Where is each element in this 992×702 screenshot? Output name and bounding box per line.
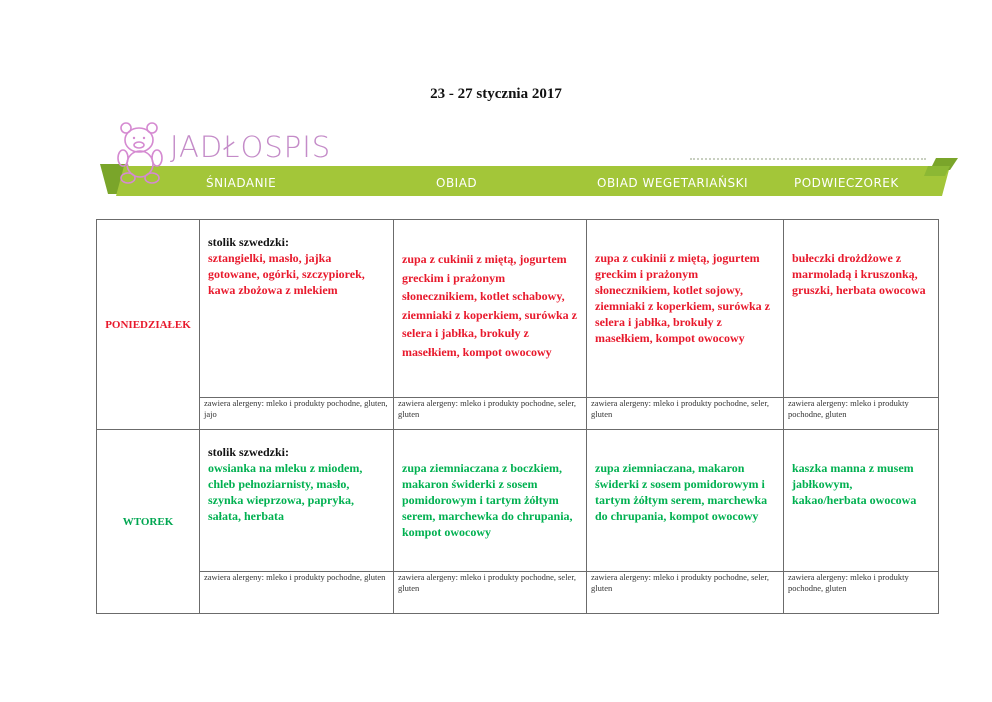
allergen-note: zawiera alergeny: mleko i produkty pochodne, seler, gluten — [394, 572, 587, 614]
allergen-note: zawiera alergeny: mleko i produkty pochodne, gluten — [784, 398, 939, 430]
snack-text: bułeczki drożdżowe z marmoladą i kruszonką, gruszki, herbata owocowa — [792, 251, 926, 297]
veg-lunch-cell — [587, 430, 784, 572]
header-lunch: OBIAD — [436, 176, 478, 190]
breakfast-cell — [200, 430, 394, 572]
allergen-note: zawiera alergeny: mleko i produkty pochodne, gluten, jajo — [200, 398, 394, 430]
menu-row-tuesday — [97, 430, 939, 572]
allergen-note: zawiera alergeny: mleko i produkty pochodne, gluten — [784, 572, 939, 614]
breakfast-text: sztangielki, masło, jajka gotowane, ogórki, szczypiorek, kawa zbożowa z mlekiem — [208, 251, 365, 297]
veg-lunch-text: zupa z cukinii z miętą, jogurtem greckim i prażonym słonecznikiem, kotlet sojowy, ziemniaki z koperkiem, surówka z selera i jabłka, brokuły z masełkiem, kompot owocowy — [595, 251, 770, 345]
menu-table — [96, 219, 939, 614]
menu-row-monday — [97, 220, 939, 398]
snack-cell — [784, 430, 939, 572]
allergen-row-monday — [97, 398, 939, 430]
allergen-note: zawiera alergeny: mleko i produkty pochodne, seler, gluten — [587, 572, 784, 614]
breakfast-text: owsianka na mleku z miodem, chleb pełnoziarnisty, masło, szynka wieprzowa, papryka, sałata, herbata — [208, 461, 363, 523]
allergen-note: zawiera alergeny: mleko i produkty pochodne, gluten — [200, 572, 394, 614]
day-label-monday: PONIEDZIAŁEK — [97, 220, 200, 430]
date-range: 23 - 27 stycznia 2017 — [430, 86, 562, 102]
lunch-text: zupa z cukinii z miętą, jogurtem greckim i prażonym słonecznikiem, kotlet schabowy, ziemniaki z koperkiem, surówka z selera i jabłka, brokuły z masełkiem, kompot owocowy — [402, 252, 577, 359]
header-breakfast: ŚNIADANIE — [206, 176, 277, 190]
teddy-bear-icon — [114, 120, 170, 186]
header-veg-lunch: OBIAD WEGETARIAŃSKI — [597, 176, 749, 190]
lunch-cell — [394, 220, 587, 398]
menu-title: JADŁOSPIS — [170, 130, 332, 164]
breakfast-label: stolik szwedzki: — [208, 445, 289, 459]
allergen-row-tuesday — [97, 572, 939, 614]
snack-text: kaszka manna z musem jabłkowym, kakao/herbata owocowa — [792, 461, 917, 507]
day-label-tuesday: WTOREK — [97, 430, 200, 614]
dotted-divider — [690, 158, 926, 160]
allergen-note: zawiera alergeny: mleko i produkty pochodne, seler, gluten — [394, 398, 587, 430]
header-snack: PODWIECZOREK — [794, 176, 899, 190]
lunch-cell — [394, 430, 587, 572]
allergen-note: zawiera alergeny: mleko i produkty pochodne, seler, gluten — [587, 398, 784, 430]
lunch-text: zupa ziemniaczana z boczkiem, makaron świderki z sosem pomidorowym i tartym żółtym serem, marchewka do chrupania, kompot owocowy — [402, 461, 573, 539]
veg-lunch-text: zupa ziemniaczana, makaron świderki z sosem pomidorowym i tartym żółtym serem, marchewka do chrupania, kompot owocowy — [595, 461, 768, 523]
breakfast-label: stolik szwedzki: — [208, 235, 289, 249]
breakfast-cell — [200, 220, 394, 398]
veg-lunch-cell — [587, 220, 784, 398]
snack-cell — [784, 220, 939, 398]
